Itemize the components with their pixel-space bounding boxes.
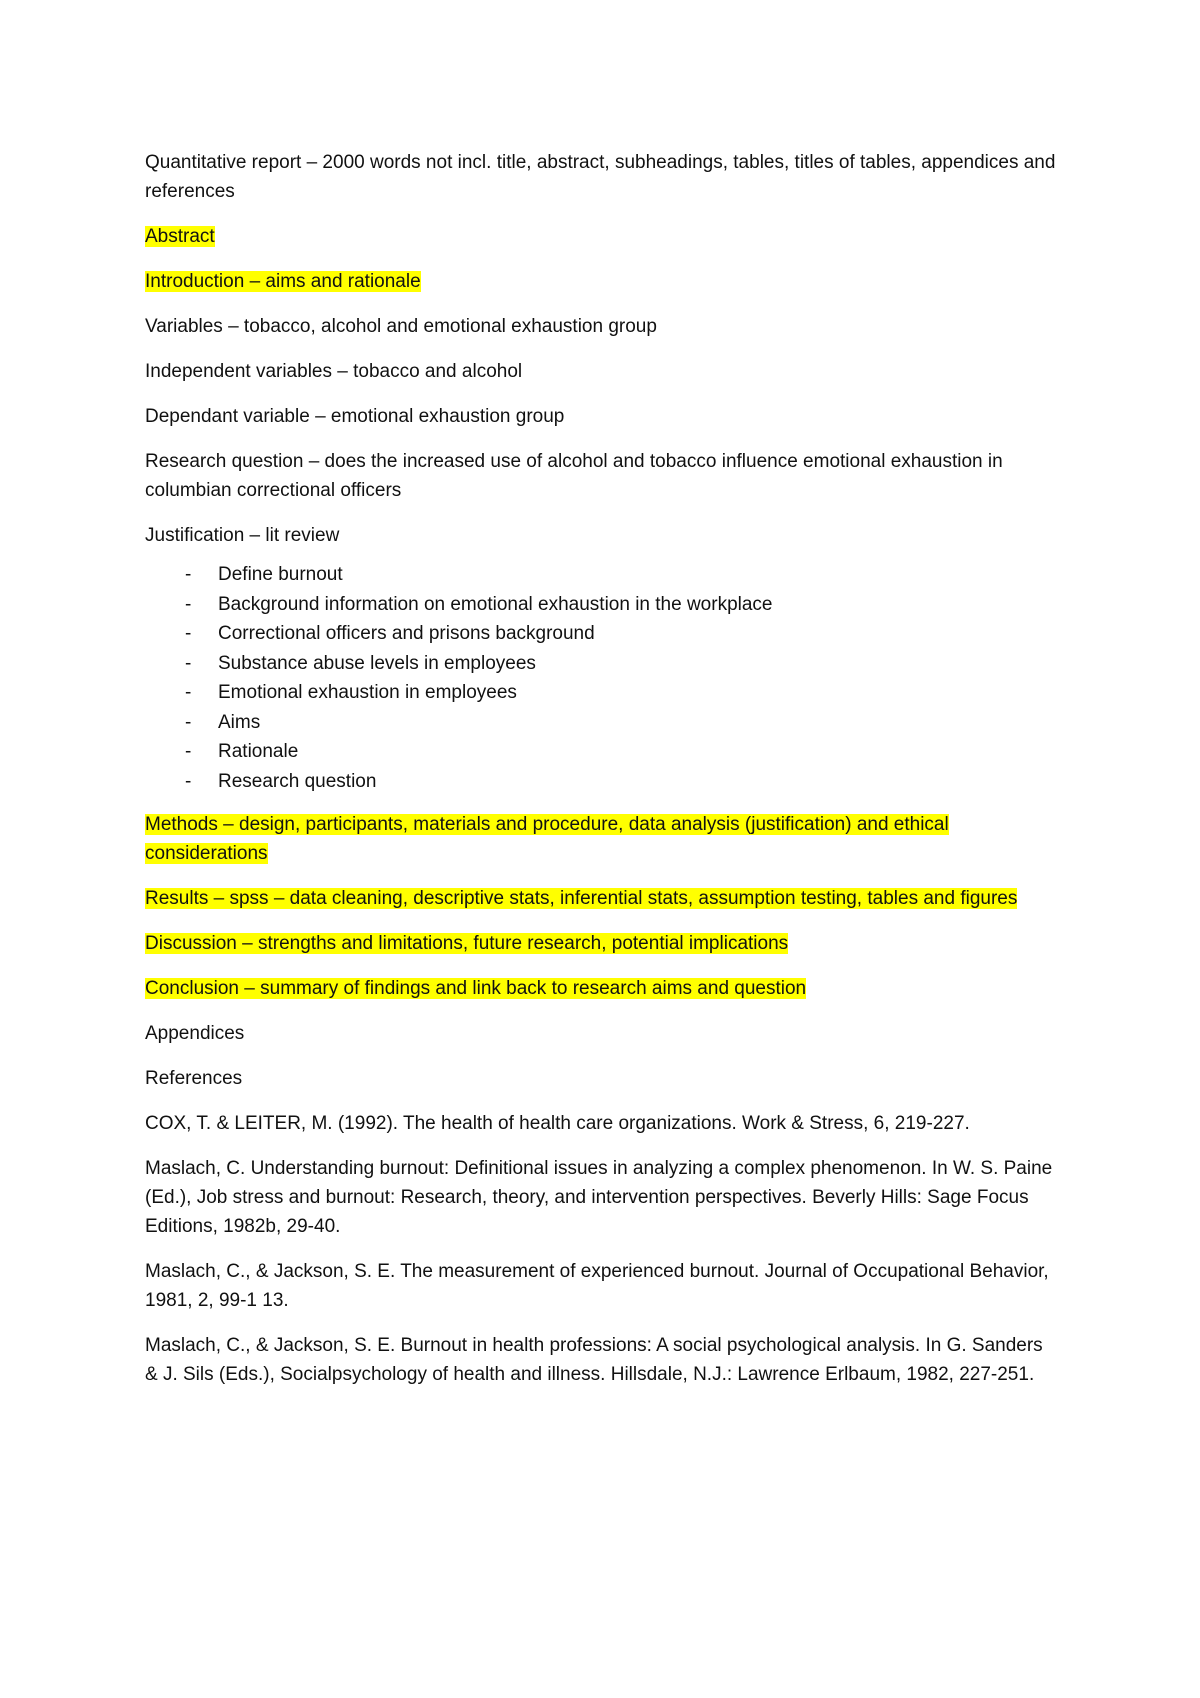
- conclusion-heading: [145, 974, 1060, 1003]
- list-item-label: Rationale: [218, 741, 299, 762]
- list-item: [145, 767, 1060, 797]
- list-item: [145, 649, 1060, 679]
- independent-variables-line: Independent variables – tobacco and alcohol: [145, 361, 523, 382]
- methods-highlight: Methods – design, participants, materials and procedure, data analysis (justification) and ethical considerations: [145, 814, 949, 864]
- conclusion-highlight: Conclusion – summary of findings and link back to research aims and question: [145, 978, 807, 999]
- methods-heading: [145, 810, 1060, 868]
- list-item-label: Aims: [218, 711, 261, 733]
- justification-line: Justification – lit review: [145, 525, 340, 546]
- research-question-line: Research question – does the increased use of alcohol and tobacco influence emotional exhaustion in columbian correctional officers: [145, 451, 1003, 501]
- reference-entry: COX, T. & LEITER, M. (1992). The health of health care organizations. Work & Stress, 6, 219-227.: [145, 1113, 970, 1134]
- dash-bullet: -: [185, 652, 192, 674]
- discussion-heading: [145, 929, 1060, 958]
- abstract-heading: [145, 222, 1060, 251]
- references-heading: References: [145, 1068, 243, 1089]
- dependant-variable-line: Dependant variable – emotional exhaustion group: [145, 406, 565, 427]
- introduction-highlight: Introduction – aims and rationale: [145, 271, 421, 292]
- dash-bullet: -: [185, 741, 192, 762]
- intro-line: Quantitative report – 2000 words not incl. title, abstract, subheadings, tables, titles of tables, appendices and references: [145, 152, 1056, 202]
- dash-bullet: -: [185, 711, 192, 733]
- reference-entry: Maslach, C., & Jackson, S. E. Burnout in health professions: A social psychological analysis. In G. Sanders & J. Sils (Eds.), Socialpsychology of health and illness. Hillsdale, N.J.: Lawrence Erlbaum, 1982, 227-251.: [145, 1335, 1043, 1385]
- list-item-label: Emotional exhaustion in employees: [218, 682, 517, 703]
- dash-bullet: -: [185, 564, 192, 585]
- list-item-label: Background information on emotional exhaustion in the workplace: [218, 593, 773, 615]
- discussion-highlight: Discussion – strengths and limitations, future research, potential implications: [145, 933, 789, 954]
- results-heading: [145, 884, 1060, 913]
- dash-bullet: -: [185, 682, 192, 703]
- list-item: [145, 678, 1060, 708]
- reference-entry: Maslach, C. Understanding burnout: Definitional issues in analyzing a complex phenomenon. In W. S. Paine (Ed.), Job stress and burnout: Research, theory, and intervention perspectives. Beverly Hills: Sage Focus Editions, 1982b, 29-40.: [145, 1158, 1053, 1237]
- dash-bullet: -: [185, 770, 192, 792]
- variables-line: Variables – tobacco, alcohol and emotional exhaustion group: [145, 316, 657, 337]
- list-item: [145, 737, 1060, 767]
- results-highlight: Results – spss – data cleaning, descriptive stats, inferential stats, assumption testing, tables and figures: [145, 888, 1018, 909]
- appendices-heading: Appendices: [145, 1023, 245, 1044]
- introduction-heading: [145, 267, 1060, 296]
- list-item-label: Define burnout: [218, 564, 343, 585]
- list-item: [145, 708, 1060, 738]
- abstract-highlight: Abstract: [145, 226, 215, 247]
- list-item-label: Correctional officers and prisons background: [218, 623, 595, 644]
- list-item-label: Research question: [218, 770, 377, 792]
- list-item: [145, 619, 1060, 649]
- lit-review-list: [145, 560, 1060, 796]
- dash-bullet: -: [185, 623, 192, 644]
- list-item-label: Substance abuse levels in employees: [218, 652, 536, 674]
- dash-bullet: -: [185, 593, 192, 615]
- reference-entry: Maslach, C., & Jackson, S. E. The measurement of experienced burnout. Journal of Occupational Behavior, 1981, 2, 99-1 13.: [145, 1261, 1049, 1311]
- list-item: [145, 560, 1060, 590]
- list-item: [145, 590, 1060, 620]
